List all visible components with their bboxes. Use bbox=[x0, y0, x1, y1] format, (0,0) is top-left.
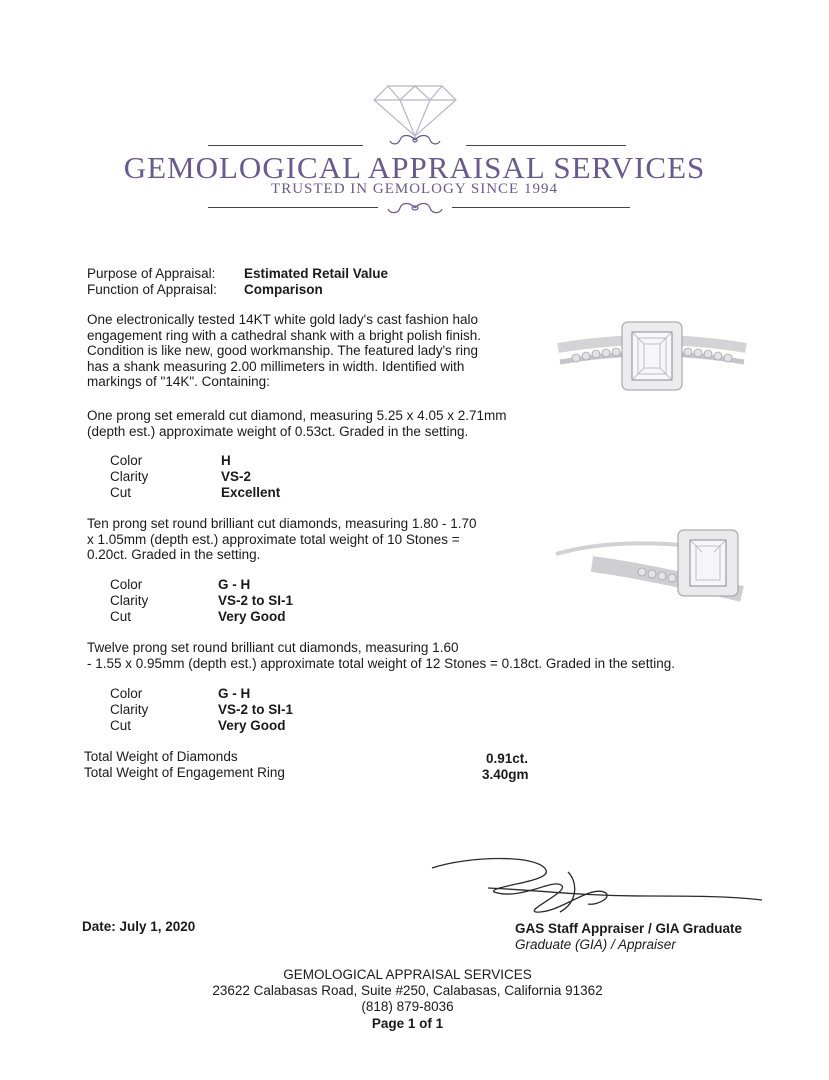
ring-photo-front bbox=[552, 318, 752, 396]
description-line: has a shank measuring 2.00 millimeters in width. Identified with bbox=[87, 358, 465, 374]
grade-value: Very Good bbox=[218, 718, 286, 733]
ornament-bottom-icon bbox=[380, 199, 450, 217]
grade-value: VS-2 to SI-1 bbox=[218, 702, 294, 717]
appraiser-title: GAS Staff Appraiser / GIA Graduate bbox=[515, 921, 743, 936]
brand-rule-top-right bbox=[466, 145, 626, 146]
grade-label: Color bbox=[110, 577, 143, 592]
ring-photo-side bbox=[552, 524, 752, 606]
total-value: 3.40gm bbox=[482, 767, 529, 782]
diamond-logo-icon bbox=[370, 82, 460, 138]
shank-stones-description bbox=[87, 640, 675, 671]
stone-line: 0.20ct. Graded in the setting. bbox=[87, 547, 261, 562]
grade-value: VS-2 to SI-1 bbox=[218, 593, 294, 608]
company-logo-title: GEMOLOGICAL APPRAISAL SERVICES bbox=[123, 150, 706, 185]
grade-value: G - H bbox=[218, 577, 251, 592]
grade-label: Clarity bbox=[110, 593, 149, 608]
brand-rule-bottom bbox=[208, 207, 378, 208]
footer-company: GEMOLOGICAL APPRAISAL SERVICES bbox=[283, 967, 532, 982]
brand-rule-top bbox=[208, 145, 363, 146]
ornament-top-icon bbox=[370, 132, 460, 148]
appraisal-date: Date: July 1, 2020 bbox=[82, 919, 196, 934]
total-label: Total Weight of Engagement Ring bbox=[84, 765, 285, 780]
description-line: Condition is like new, good workmanship. The featured lady's ring bbox=[87, 343, 479, 358]
stone-line: (depth est.) approximate weight of 0.53ct. Graded in the setting. bbox=[87, 423, 469, 439]
brand-rule-bottom-right bbox=[452, 207, 630, 208]
signature-image bbox=[428, 852, 768, 918]
halo-stones-description bbox=[87, 516, 476, 563]
grade-label: Color bbox=[110, 453, 143, 468]
company-tagline: TRUSTED IN GEMOLOGY SINCE 1994 bbox=[271, 181, 558, 197]
purpose-value: Estimated Retail Value bbox=[244, 266, 389, 281]
center-stone-description bbox=[87, 408, 506, 439]
grade-label: Clarity bbox=[110, 702, 149, 717]
description-line: engagement ring with a cathedral shank with a bright polish finish. bbox=[87, 327, 481, 343]
grade-label: Cut bbox=[110, 609, 132, 624]
ring-description bbox=[87, 312, 481, 390]
appraiser-subtitle: Graduate (GIA) / Appraiser bbox=[515, 937, 676, 952]
function-value: Comparison bbox=[244, 282, 323, 297]
grade-label: Cut bbox=[110, 485, 132, 500]
function-label: Function of Appraisal: bbox=[87, 282, 217, 297]
grade-label: Clarity bbox=[110, 469, 149, 484]
total-label: Total Weight of Diamonds bbox=[84, 749, 238, 764]
stone-line: Twelve prong set round brilliant cut diamonds, measuring 1.60 bbox=[87, 640, 459, 655]
page-number: Page 1 of 1 bbox=[371, 1016, 444, 1031]
grade-value: Excellent bbox=[221, 485, 281, 500]
grade-value: H bbox=[221, 453, 231, 468]
purpose-label: Purpose of Appraisal: bbox=[87, 266, 216, 281]
footer-address: 23622 Calabasas Road, Suite #250, Calabasas, California 91362 bbox=[212, 983, 603, 998]
grade-value: G - H bbox=[218, 686, 251, 701]
total-value: 0.91ct. bbox=[486, 751, 529, 766]
stone-line: x 1.05mm (depth est.) approximate total weight of 10 Stones = bbox=[87, 531, 460, 547]
stone-line: One prong set emerald cut diamond, measuring 5.25 x 4.05 x 2.71mm bbox=[87, 408, 507, 423]
grade-label: Color bbox=[110, 686, 143, 701]
description-line: One electronically tested 14KT white gold lady's cast fashion halo bbox=[87, 312, 479, 327]
footer-phone: (818) 879-8036 bbox=[361, 999, 454, 1014]
grade-value: VS-2 bbox=[221, 469, 252, 484]
stone-line: - 1.55 x 0.95mm (depth est.) approximate total weight of 12 Stones = 0.18ct. Graded in the setting. bbox=[87, 655, 675, 671]
grade-value: Very Good bbox=[218, 609, 286, 624]
grade-label: Cut bbox=[110, 718, 132, 733]
stone-line: Ten prong set round brilliant cut diamonds, measuring 1.80 - 1.70 bbox=[87, 516, 477, 531]
description-line: markings of "14K". Containing: bbox=[87, 374, 270, 389]
